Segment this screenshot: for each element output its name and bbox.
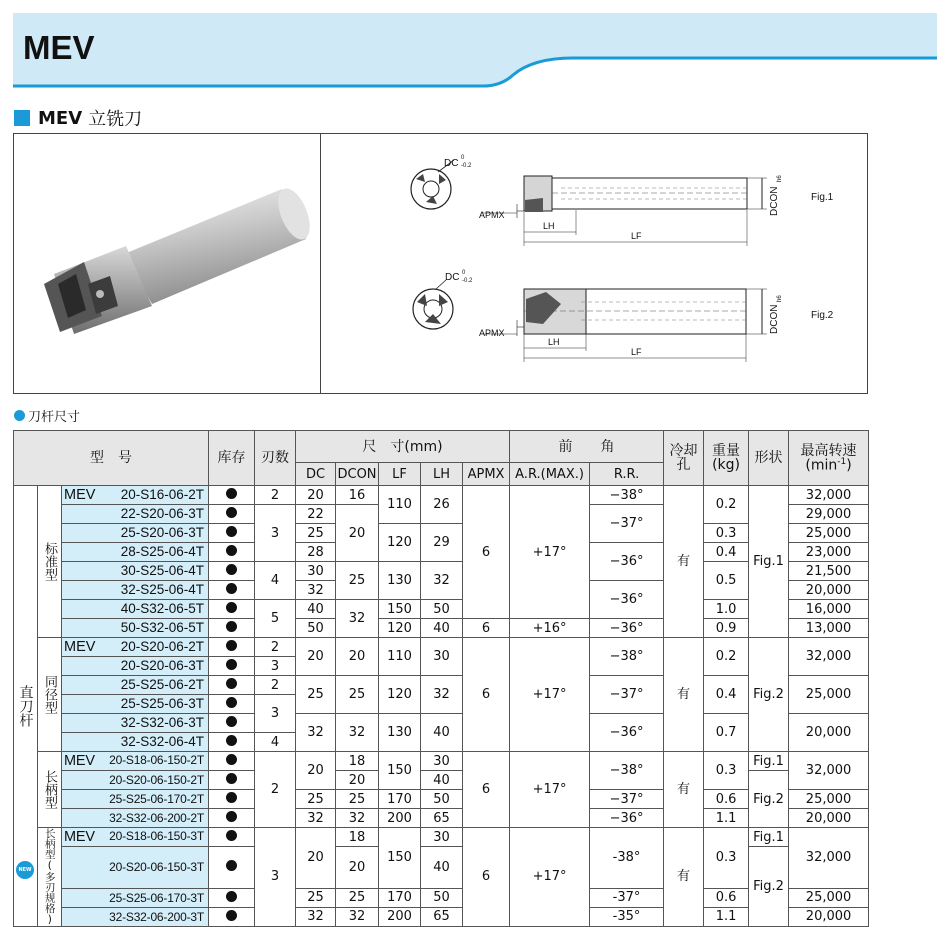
figure-box xyxy=(13,133,868,394)
lh-cell: 40 xyxy=(421,847,463,889)
new-badge-icon: NEW xyxy=(16,861,34,879)
flutes-cell: 4 xyxy=(255,733,296,752)
header-weight xyxy=(704,431,749,486)
model-cell: 50-S32-06-5T xyxy=(62,619,209,638)
dcon-cell: 20 xyxy=(336,771,379,790)
dcon-cell: 32 xyxy=(336,714,379,752)
table-row xyxy=(14,752,869,771)
apmx-cell: 6 xyxy=(463,752,510,828)
fig1-dc-label: DC xyxy=(444,158,459,169)
model-cell: 32-S25-06-4T xyxy=(62,581,209,600)
table-row xyxy=(14,638,869,657)
rpm-cell: 23,000 xyxy=(789,543,869,562)
shape-cell: Fig.2 xyxy=(749,638,789,752)
rpm-cell: 20,000 xyxy=(789,714,869,752)
dc-cell: 20 xyxy=(296,828,336,889)
lf-cell: 150 xyxy=(379,752,421,790)
stock-cell xyxy=(209,543,255,562)
dcon-cell: 20 xyxy=(336,638,379,676)
lh-cell: 29 xyxy=(421,524,463,562)
dc-cell: 40 xyxy=(296,600,336,619)
page-title: MEV xyxy=(23,29,95,66)
flutes-cell: 3 xyxy=(255,828,296,927)
in-stock-dot-icon xyxy=(226,891,237,902)
dcon-cell: 32 xyxy=(336,907,379,926)
weight-cell: 0.4 xyxy=(704,543,749,562)
dc-cell: 30 xyxy=(296,562,336,581)
in-stock-dot-icon xyxy=(226,488,237,499)
flutes-cell: 3 xyxy=(255,505,296,562)
dc-cell: 22 xyxy=(296,505,336,524)
fig2-lf-label: LF xyxy=(631,347,642,357)
model-code: 20-S16-06-2T xyxy=(120,486,205,502)
weight-cell: 1.1 xyxy=(704,907,749,926)
lf-cell: 130 xyxy=(379,714,421,752)
lf-cell: 120 xyxy=(379,619,421,638)
rpm-cell: 25,000 xyxy=(789,676,869,714)
dcon-cell: 25 xyxy=(336,888,379,907)
stock-cell xyxy=(209,752,255,771)
fig1-drawing xyxy=(411,155,834,246)
rpm-cell: 25,000 xyxy=(789,790,869,809)
header-rpm xyxy=(789,431,869,486)
table-row xyxy=(14,486,869,505)
stock-cell xyxy=(209,657,255,676)
model-cell: 20-S20-06-150-2T xyxy=(62,771,209,790)
coolant-cell: 有 xyxy=(664,638,704,752)
dc-cell: 20 xyxy=(296,752,336,790)
group-long-shank-label: 长柄型 xyxy=(38,752,62,828)
ar-cell: +16° xyxy=(510,619,590,638)
lf-cell: 110 xyxy=(379,638,421,676)
dc-cell: 32 xyxy=(296,809,336,828)
header-dc: DC xyxy=(296,463,336,486)
stock-cell xyxy=(209,676,255,695)
dimension-drawings xyxy=(321,134,869,393)
model-cell: 20-S20-06-150-3T xyxy=(62,847,209,889)
lh-cell: 65 xyxy=(421,809,463,828)
rpm-cell: 16,000 xyxy=(789,600,869,619)
in-stock-dot-icon xyxy=(226,697,237,708)
new-badge xyxy=(16,856,34,879)
stock-cell xyxy=(209,581,255,600)
model-cell: 25-S25-06-2T xyxy=(62,676,209,695)
header-ar: A.R.(MAX.) xyxy=(510,463,590,486)
model-prefix: MEV xyxy=(64,638,96,655)
section-title xyxy=(14,106,142,130)
rpm-cell: 20,000 xyxy=(789,809,869,828)
apmx-cell: 6 xyxy=(463,638,510,752)
lf-cell: 120 xyxy=(379,524,421,562)
stock-cell xyxy=(209,562,255,581)
model-prefix: MEV xyxy=(64,486,96,503)
lh-cell: 32 xyxy=(421,562,463,600)
flutes-cell: 2 xyxy=(255,752,296,828)
fig1-lf-label: LF xyxy=(631,231,642,241)
dcon-cell: 25 xyxy=(336,676,379,714)
fig1-lh-label: LH xyxy=(543,221,555,231)
dcon-cell: 18 xyxy=(336,752,379,771)
model-cell xyxy=(62,828,209,847)
header-rake: 前 角 xyxy=(510,431,664,463)
ar-cell: +17° xyxy=(510,638,590,752)
dc-cell: 25 xyxy=(296,790,336,809)
stock-cell xyxy=(209,619,255,638)
model-prefix: MEV xyxy=(64,752,95,769)
table-row xyxy=(14,907,869,926)
in-stock-dot-icon xyxy=(226,792,237,803)
in-stock-dot-icon xyxy=(226,602,237,613)
in-stock-dot-icon xyxy=(226,735,237,746)
rpm-cell: 29,000 xyxy=(789,505,869,524)
rr-cell: −38° xyxy=(590,752,664,790)
rpm-cell: 21,500 xyxy=(789,562,869,581)
table-row xyxy=(14,888,869,907)
rpm-cell: 32,000 xyxy=(789,828,869,889)
flutes-cell: 5 xyxy=(255,600,296,638)
weight-cell: 0.2 xyxy=(704,486,749,524)
stock-cell xyxy=(209,505,255,524)
lh-cell: 40 xyxy=(421,714,463,752)
in-stock-dot-icon xyxy=(226,754,237,765)
table-row xyxy=(14,809,869,828)
flutes-cell: 2 xyxy=(255,676,296,695)
in-stock-dot-icon xyxy=(226,811,237,822)
header-model: 型 号 xyxy=(14,431,209,486)
fig2-apmx-label: APMX xyxy=(479,328,505,338)
header-coolant-a: 冷却 xyxy=(669,443,698,459)
coolant-cell: 有 xyxy=(664,828,704,927)
weight-cell: 0.2 xyxy=(704,638,749,676)
model-cell: 25-S25-06-170-3T xyxy=(62,888,209,907)
in-stock-dot-icon xyxy=(226,716,237,727)
rpm-cell: 32,000 xyxy=(789,752,869,790)
square-bullet-icon xyxy=(14,110,30,126)
table-row xyxy=(14,600,869,619)
stock-cell xyxy=(209,600,255,619)
flutes-cell: 3 xyxy=(255,657,296,676)
header-rr: R.R. xyxy=(590,463,664,486)
fig1-dcon-label: DCON xyxy=(769,186,780,216)
fig2-dc-tol-top: 0 xyxy=(462,270,466,276)
model-cell xyxy=(62,638,209,657)
dc-cell: 25 xyxy=(296,676,336,714)
lh-cell: 40 xyxy=(421,771,463,790)
stock-cell xyxy=(209,771,255,790)
rpm-cell: 32,000 xyxy=(789,486,869,505)
model-prefix: MEV xyxy=(64,828,95,845)
lf-cell: 130 xyxy=(379,562,421,600)
header-flutes: 刃数 xyxy=(255,431,296,486)
header-lh: LH xyxy=(421,463,463,486)
lh-cell: 40 xyxy=(421,619,463,638)
lh-cell: 50 xyxy=(421,790,463,809)
stock-cell xyxy=(209,524,255,543)
stock-cell xyxy=(209,790,255,809)
rr-cell: −37° xyxy=(590,790,664,809)
header-rpm-sup: -1 xyxy=(837,456,847,467)
table-row xyxy=(14,524,869,543)
rr-cell: −37° xyxy=(590,676,664,714)
header-coolant-b: 孔 xyxy=(676,457,691,473)
model-cell: 25-S20-06-3T xyxy=(62,524,209,543)
rr-cell: −36° xyxy=(590,809,664,828)
in-stock-dot-icon xyxy=(226,773,237,784)
header-weight-a: 重量 xyxy=(712,443,741,459)
header-banner xyxy=(13,13,937,89)
rr-cell: -38° xyxy=(590,828,664,889)
header-stock: 库存 xyxy=(209,431,255,486)
spec-table xyxy=(13,430,869,927)
shape-cell: Fig.2 xyxy=(749,771,789,828)
group-main-label: 直刀杆 xyxy=(14,486,38,927)
dc-cell: 32 xyxy=(296,714,336,752)
stock-cell xyxy=(209,486,255,505)
rr-cell: −38° xyxy=(590,486,664,505)
header-rpm-b: (min xyxy=(805,457,838,474)
coolant-cell: 有 xyxy=(664,486,704,638)
rr-cell: −38° xyxy=(590,638,664,676)
fig2-dcon-label: DCON xyxy=(769,304,780,334)
lh-cell: 30 xyxy=(421,638,463,676)
dcon-cell: 18 xyxy=(336,828,379,847)
in-stock-dot-icon xyxy=(226,583,237,594)
rr-cell: -35° xyxy=(590,907,664,926)
dc-cell: 50 xyxy=(296,619,336,638)
dc-cell: 32 xyxy=(296,907,336,926)
table-subtitle xyxy=(14,406,80,425)
header-apmx: APMX xyxy=(463,463,510,486)
stock-cell xyxy=(209,847,255,889)
stock-cell xyxy=(209,638,255,657)
flutes-cell: 2 xyxy=(255,638,296,657)
lf-cell: 150 xyxy=(379,828,421,889)
stock-cell xyxy=(209,888,255,907)
in-stock-dot-icon xyxy=(226,860,237,871)
apmx-cell: 6 xyxy=(463,486,510,619)
banner-background xyxy=(13,13,937,89)
table-row xyxy=(14,790,869,809)
table-row xyxy=(14,619,869,638)
header-weight-b: (kg) xyxy=(712,457,740,473)
in-stock-dot-icon xyxy=(226,910,237,921)
lh-cell: 32 xyxy=(421,676,463,714)
dcon-cell: 32 xyxy=(336,600,379,638)
flutes-cell: 3 xyxy=(255,695,296,733)
header-lf: LF xyxy=(379,463,421,486)
dc-cell: 32 xyxy=(296,581,336,600)
weight-cell: 0.7 xyxy=(704,714,749,752)
apmx-cell: 6 xyxy=(463,619,510,638)
stock-cell xyxy=(209,809,255,828)
shape-cell: Fig.1 xyxy=(749,828,789,847)
model-cell: 32-S32-06-200-2T xyxy=(62,809,209,828)
rr-cell: −37° xyxy=(590,505,664,543)
dc-cell: 28 xyxy=(296,543,336,562)
in-stock-dot-icon xyxy=(226,564,237,575)
model-cell: 32-S32-06-200-3T xyxy=(62,907,209,926)
header-rpm-c: ) xyxy=(846,457,852,474)
lh-cell: 65 xyxy=(421,907,463,926)
ar-cell: +17° xyxy=(510,486,590,619)
model-cell: 20-S20-06-3T xyxy=(62,657,209,676)
shape-cell: Fig.1 xyxy=(749,752,789,771)
table-row xyxy=(14,676,869,695)
rpm-cell: 20,000 xyxy=(789,907,869,926)
weight-cell: 1.1 xyxy=(704,809,749,828)
fig1-dc-tol-top: 0 xyxy=(461,155,465,161)
model-cell: 25-S25-06-3T xyxy=(62,695,209,714)
fig1-apmx-label: APMX xyxy=(479,210,505,220)
flutes-cell: 2 xyxy=(255,486,296,505)
table-row xyxy=(14,714,869,733)
section-title-code: MEV xyxy=(38,107,83,129)
dcon-cell: 20 xyxy=(336,847,379,889)
rpm-cell: 25,000 xyxy=(789,888,869,907)
group-same-dia-label: 同径型 xyxy=(38,638,62,752)
in-stock-dot-icon xyxy=(226,659,237,670)
model-code: 20-S20-06-2T xyxy=(120,638,205,654)
dcon-cell: 32 xyxy=(336,809,379,828)
table-row xyxy=(14,562,869,581)
weight-cell: 0.6 xyxy=(704,790,749,809)
weight-cell: 0.3 xyxy=(704,752,749,790)
weight-cell: 0.4 xyxy=(704,676,749,714)
model-cell: 28-S25-06-4T xyxy=(62,543,209,562)
dc-cell: 20 xyxy=(296,486,336,505)
model-cell: 32-S32-06-3T xyxy=(62,714,209,733)
in-stock-dot-icon xyxy=(226,621,237,632)
lf-cell: 120 xyxy=(379,676,421,714)
model-cell: 30-S25-06-4T xyxy=(62,562,209,581)
dcon-cell: 25 xyxy=(336,790,379,809)
table-row xyxy=(14,828,869,847)
lf-cell: 200 xyxy=(379,809,421,828)
lf-cell: 170 xyxy=(379,888,421,907)
lh-cell: 26 xyxy=(421,486,463,524)
lf-cell: 110 xyxy=(379,486,421,524)
lh-cell: 50 xyxy=(421,888,463,907)
weight-cell: 0.5 xyxy=(704,562,749,600)
end-mill-photo xyxy=(14,134,320,393)
fig1-dcon-tol: h6 xyxy=(777,175,783,182)
circle-bullet-icon xyxy=(14,410,25,421)
flutes-cell: 4 xyxy=(255,562,296,600)
rpm-cell: 32,000 xyxy=(789,638,869,676)
stock-cell xyxy=(209,695,255,714)
in-stock-dot-icon xyxy=(226,678,237,689)
lh-cell: 50 xyxy=(421,600,463,619)
dcon-cell: 25 xyxy=(336,562,379,600)
stock-cell xyxy=(209,733,255,752)
fig2-dcon-tol: h6 xyxy=(777,295,783,302)
dc-cell: 20 xyxy=(296,638,336,676)
model-cell xyxy=(62,752,209,771)
shape-cell: Fig.1 xyxy=(749,486,789,638)
model-code: 20-S18-06-150-3T xyxy=(109,828,205,843)
ar-cell: +17° xyxy=(510,752,590,828)
section-title-cn: 立铣刀 xyxy=(88,109,143,130)
stock-cell xyxy=(209,907,255,926)
coolant-cell: 有 xyxy=(664,752,704,828)
dcon-cell: 20 xyxy=(336,505,379,562)
rr-cell: −36° xyxy=(590,581,664,619)
model-cell xyxy=(62,486,209,505)
header-size: 尺 寸(mm) xyxy=(296,431,510,463)
rpm-cell: 20,000 xyxy=(789,581,869,600)
ar-cell: +17° xyxy=(510,828,590,927)
header-rpm-a: 最高转速 xyxy=(800,442,857,459)
weight-cell: 1.0 xyxy=(704,600,749,619)
fig1-tag: Fig.1 xyxy=(811,192,834,203)
stock-cell xyxy=(209,828,255,847)
in-stock-dot-icon xyxy=(226,830,237,841)
rr-cell: −36° xyxy=(590,543,664,581)
rr-cell: −36° xyxy=(590,619,664,638)
fig2-lh-label: LH xyxy=(548,337,560,347)
lf-cell: 150 xyxy=(379,600,421,619)
in-stock-dot-icon xyxy=(226,507,237,518)
dc-cell: 25 xyxy=(296,888,336,907)
header-dcon: DCON xyxy=(336,463,379,486)
dcon-cell: 16 xyxy=(336,486,379,505)
shape-cell: Fig.2 xyxy=(749,847,789,927)
apmx-cell: 6 xyxy=(463,828,510,927)
header-coolant xyxy=(664,431,704,486)
model-cell: 22-S20-06-3T xyxy=(62,505,209,524)
rpm-cell: 25,000 xyxy=(789,524,869,543)
dc-cell: 25 xyxy=(296,524,336,543)
group-standard-label: 标准型 xyxy=(38,486,62,638)
weight-cell: 0.9 xyxy=(704,619,749,638)
fig2-dc-label: DC xyxy=(445,272,460,283)
lh-cell: 30 xyxy=(421,752,463,771)
table-subtitle-text: 刀杆尺寸 xyxy=(28,410,81,425)
model-cell: 40-S32-06-5T xyxy=(62,600,209,619)
fig2-tag: Fig.2 xyxy=(811,310,834,321)
rr-cell: -37° xyxy=(590,888,664,907)
fig2-drawing xyxy=(413,270,834,362)
header-shape: 形状 xyxy=(749,431,789,486)
in-stock-dot-icon xyxy=(226,640,237,651)
model-code: 20-S18-06-150-2T xyxy=(109,752,205,767)
lf-cell: 170 xyxy=(379,790,421,809)
weight-cell: 0.3 xyxy=(704,828,749,889)
in-stock-dot-icon xyxy=(226,526,237,537)
lf-cell: 200 xyxy=(379,907,421,926)
rr-cell: −36° xyxy=(590,714,664,752)
weight-cell: 0.3 xyxy=(704,524,749,543)
lh-cell: 30 xyxy=(421,828,463,847)
model-cell: 25-S25-06-170-2T xyxy=(62,790,209,809)
weight-cell: 0.6 xyxy=(704,888,749,907)
fig2-dc-tol-bot: -0.2 xyxy=(462,278,473,284)
fig1-dc-tol-bot: -0.2 xyxy=(461,163,472,169)
rpm-cell: 13,000 xyxy=(789,619,869,638)
model-cell: 32-S32-06-4T xyxy=(62,733,209,752)
group-long-shank-multi-label: 长柄型(多刃规格) xyxy=(38,828,62,927)
in-stock-dot-icon xyxy=(226,545,237,556)
stock-cell xyxy=(209,714,255,733)
